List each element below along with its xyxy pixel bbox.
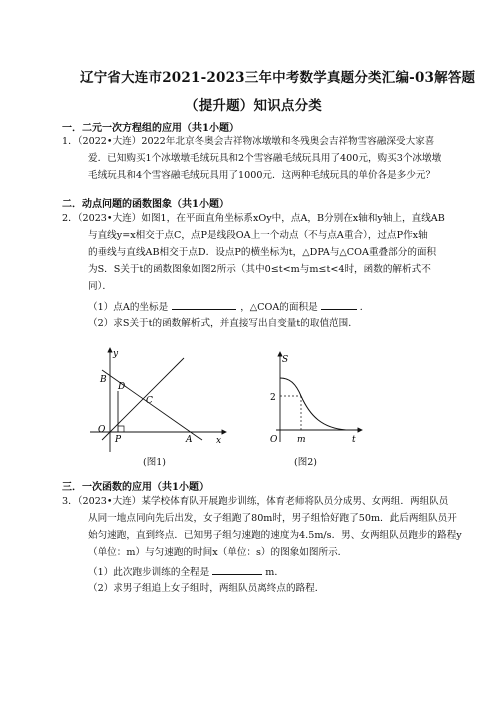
q1-line-1: 1．（2022•大连）2022年北京冬奥会吉祥物冰墩墩和冬残奥会吉祥物雪容融深受大家喜: [62, 136, 435, 147]
document-title-line-2: （提升题）知识点分类: [185, 98, 322, 114]
fig1-line-y-equals-x: [102, 358, 184, 440]
q2-sub1: [88, 300, 369, 315]
q3-sub1-unit: m．: [265, 567, 284, 578]
q2-blank-area: [321, 300, 357, 310]
q2-blank-a-coordinate: [172, 300, 236, 310]
q2-sub1-text-b: ，△COA的面积是: [240, 302, 318, 313]
fig2-label-o: O: [270, 435, 278, 445]
q2-sub1-text-a: （1）点A的坐标是: [88, 302, 169, 313]
document-title-line-1: 辽宁省大连市2021-2023三年中考数学真题分类汇编-03解答题: [80, 70, 476, 86]
fig1-right-angle-mark: [118, 426, 124, 432]
q2-line-1: 2．（2023•大连）如图1，在平面直角坐标系xOy中，点A，B分别在x轴和y轴上，直线AB: [62, 213, 445, 224]
figure-2-function-graph: [266, 348, 366, 452]
q3-line-1: 3．（2023•大连）某学校体育队开展跑步训练，体育老师将队员分成男、女两组．两组队员: [62, 496, 449, 507]
q2-sub2: （2）求S关于t的函数解析式，并直接写出自变量t的取值范围．: [88, 318, 358, 329]
fig1-label-a: A: [186, 435, 193, 445]
q2-line-5: 同）．: [88, 281, 112, 292]
q2-line-4: 为S．S关于t的函数图象如图2所示（其中0≤t<m与m≤t<4时，函数的解析式不: [88, 264, 431, 275]
fig1-label-b: B: [100, 375, 107, 385]
q1-line-2: 爱．已知购买1个冰墩墩毛绒玩具和2个雪容融毛绒玩具用了400元，购买3个冰墩墩: [88, 153, 442, 164]
q3-sub1-text: （1）此次跑步训练的全程是: [88, 567, 210, 578]
fig2-curve: [280, 378, 346, 430]
fig1-label-x: x: [216, 436, 222, 446]
q2-sub1-end: ．: [359, 302, 370, 313]
fig1-label-o: O: [98, 425, 106, 435]
fig1-label-y: y: [113, 349, 119, 359]
fig1-label-c: C: [146, 396, 153, 406]
q1-line-3: 毛绒玩具和4个雪容融毛绒玩具用了1000元．这两种毛绒玩具的单价各是多少元？: [88, 170, 436, 181]
q3-blank-distance: [212, 565, 262, 575]
q2-line-2: 与直线y=x相交于点C，点P是线段OA上一个动点（不与点A重合），过点P作x轴: [88, 230, 428, 241]
q3-sub2: （2）求男子组追上女子组时，两组队员离终点的路程．: [88, 583, 325, 594]
q3-sub1: [88, 565, 284, 580]
section-heading-3: 三．一次函数的应用（共1小题）: [62, 482, 209, 493]
figure-1-coordinate-graph: [86, 344, 230, 456]
fig2-label-m: m: [297, 435, 306, 445]
q2-line-3: 的垂线与直线AB相交于点D．设点P的横坐标为t，△DPA与△COA重叠部分的面积: [88, 247, 437, 258]
fig1-label-d: D: [118, 382, 126, 392]
section-heading-1: 一．二元一次方程组的应用（共1小题）: [62, 123, 239, 134]
fig2-label-2: 2: [270, 393, 276, 403]
section-heading-2: 二．动点问题的函数图象（共1小题）: [62, 199, 229, 210]
fig2-label-s: S: [282, 355, 289, 365]
q3-line-4: （单位：m）与匀速跑的时间x（单位：s）的图象如图所示．: [88, 547, 348, 558]
q3-line-2: 从同一地点同向先后出发，女子组跑了80m时，男子组恰好跑了50m．此后两组队员开: [88, 513, 457, 524]
figure-2-caption: (图2): [294, 457, 317, 468]
fig2-label-t: t: [352, 435, 356, 445]
q3-line-3: 始匀速跑，直到终点．已知男子组匀速跑的速度为4.5m/s．男、女两组队员跑步的路程y: [88, 530, 462, 541]
fig1-label-p: P: [115, 435, 122, 445]
figure-1-caption: (图1): [143, 457, 166, 468]
